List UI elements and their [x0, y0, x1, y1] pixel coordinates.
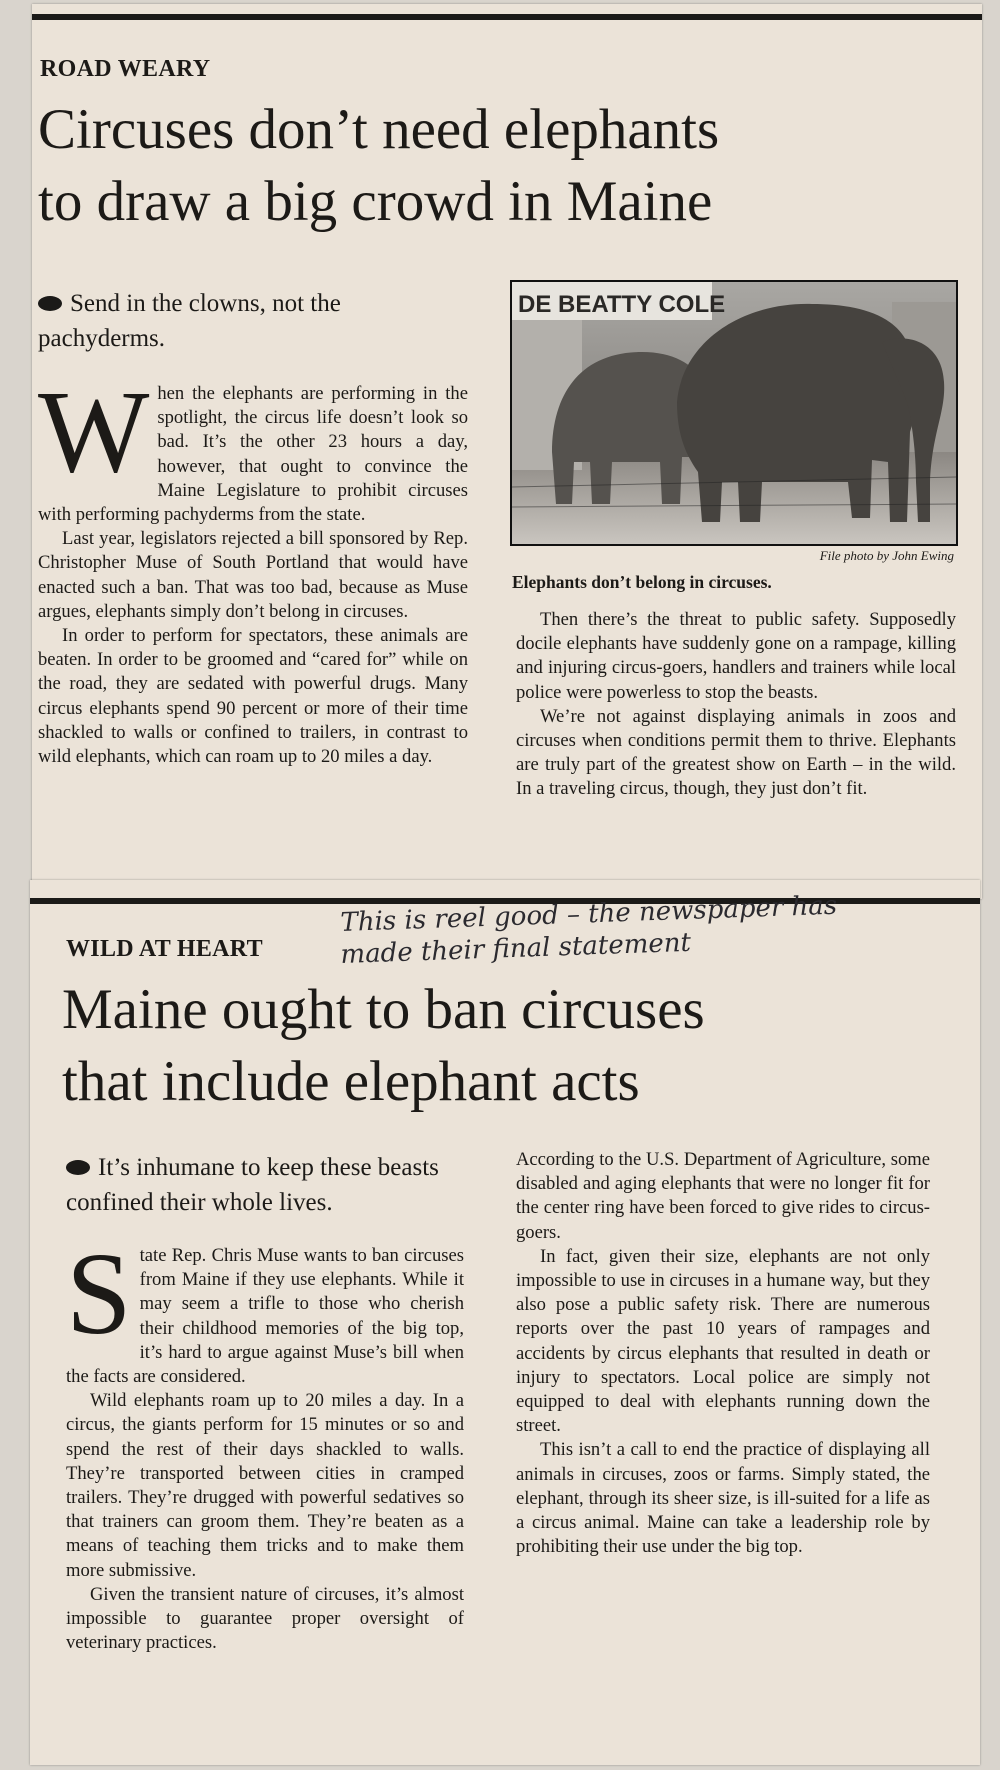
- top-rule: [32, 14, 982, 20]
- drop-cap: W: [38, 366, 150, 497]
- bullet-icon: [66, 1160, 90, 1175]
- paragraph: Then there’s the threat to public safety. Supposedly docile elephants have suddenly gone on a rampage, killing and injuring circus-goers, handlers and trainers while local police were powerless to stop the beasts.: [516, 609, 956, 703]
- clipping-wild-at-heart: [30, 880, 980, 1765]
- deck: [38, 286, 448, 356]
- photo-sign-text: DE BEATTY COLE: [518, 291, 726, 318]
- elephant-photo: [510, 280, 958, 546]
- paragraph-text: tate Rep. Chris Muse wants to ban circuses from Maine if they use elephants. While it may seem a trifle to those who cherish their childhood memories of the big top, it’s hard to argue against Muse’s bill when the facts are considered.: [66, 1245, 464, 1388]
- paragraph: [38, 366, 468, 527]
- paragraph: In fact, given their size, elephants are not only impossible to use in circuses in a humane way, but they also pose a public safety risk. There are numerous reports over the past 10 years of rampages and accidents by circus elephants that resulted in death or injury to spectators. Local police are simply not equipped to deal with elephants running down the street.: [516, 1245, 930, 1437]
- deck-text: It’s inhumane to keep these beasts confined their whole lives.: [66, 1154, 439, 1216]
- paragraph-text: hen the elephants are performing in the spotlight, the circus life doesn’t look so bad. It’s the other 23 hours a day, however, that ought to convince the Maine Legislature to prohibit circuses with performing pachyderms from the state.: [38, 383, 468, 526]
- kicker: ROAD WEARY: [40, 56, 211, 82]
- column-left: [66, 1228, 464, 1655]
- deck: [66, 1150, 466, 1220]
- paragraph: Given the transient nature of circuses, it’s almost impossible to guarantee proper oversight of veterinary practices.: [66, 1583, 464, 1654]
- handwritten-note-line-1: This is reel good – the newspaper has: [340, 890, 838, 938]
- photo-caption: Elephants don’t belong in circuses.: [512, 572, 772, 592]
- clipping-road-weary: [32, 4, 982, 899]
- column-right: [516, 1148, 930, 1559]
- photo-credit: File photo by John Ewing: [819, 548, 954, 563]
- headline-line-1: Circuses don’t need elephants: [38, 98, 720, 161]
- headline-line-1: Maine ought to ban circuses: [62, 978, 705, 1041]
- paragraph: According to the U.S. Department of Agriculture, some disabled and aging elephants that were no longer fit for the center ring have been forced to give rides to circus-goers.: [516, 1149, 930, 1243]
- headline-line-2: that include elephant acts: [62, 1050, 640, 1113]
- handwritten-note-line-2: made their final statement: [340, 927, 692, 970]
- paragraph: [66, 1228, 464, 1389]
- headline-line-2: to draw a big crowd in Maine: [38, 170, 713, 233]
- bullet-icon: [38, 296, 62, 311]
- paragraph: This isn’t a call to end the practice of displaying all animals in circuses, zoos or farms. Simply stated, the elephant, through its sheer size, is ill-suited for a life as a circus animal. Maine can take a leadership role by prohibiting their use under the big top.: [516, 1439, 930, 1558]
- paragraph: Last year, legislators rejected a bill sponsored by Rep. Christopher Muse of South Portland that would have enacted such a ban. That was too bad, because as Muse argues, elephants simply don’t belong in circuses.: [38, 528, 468, 622]
- kicker: WILD AT HEART: [66, 936, 263, 962]
- paragraph: Wild elephants roam up to 20 miles a day. In a circus, the giants perform for 15 minutes or so and spend the rest of their days shackled to walls. They’re transported between cities in cramped trailers. They’re drugged with powerful sedatives so that trainers can groom them. They’re beaten as a means of teaching them tricks and to make them more submissive.: [66, 1390, 464, 1581]
- column-left: [38, 366, 468, 769]
- column-right: [516, 608, 956, 802]
- elephant-illustration: [512, 282, 956, 544]
- paragraph: We’re not against displaying animals in zoos and circuses when conditions permit them to thrive. Elephants are truly part of the greatest show on Earth – in the wild. In a traveling circus, though, they just don’t fit.: [516, 705, 956, 800]
- deck-text: Send in the clowns, not the pachyderms.: [38, 290, 341, 352]
- headline: [62, 974, 962, 1118]
- paragraph: In order to perform for spectators, these animals are beaten. In order to be groomed and “cared for” while on the road, they are sedated with powerful drugs. Many circus elephants spend 90 percent or more of their time shackled to walls or confined to trailers, in contrast to wild elephants, which can roam up to 20 miles a day.: [38, 625, 468, 768]
- headline: [38, 94, 968, 238]
- drop-cap: S: [66, 1228, 132, 1359]
